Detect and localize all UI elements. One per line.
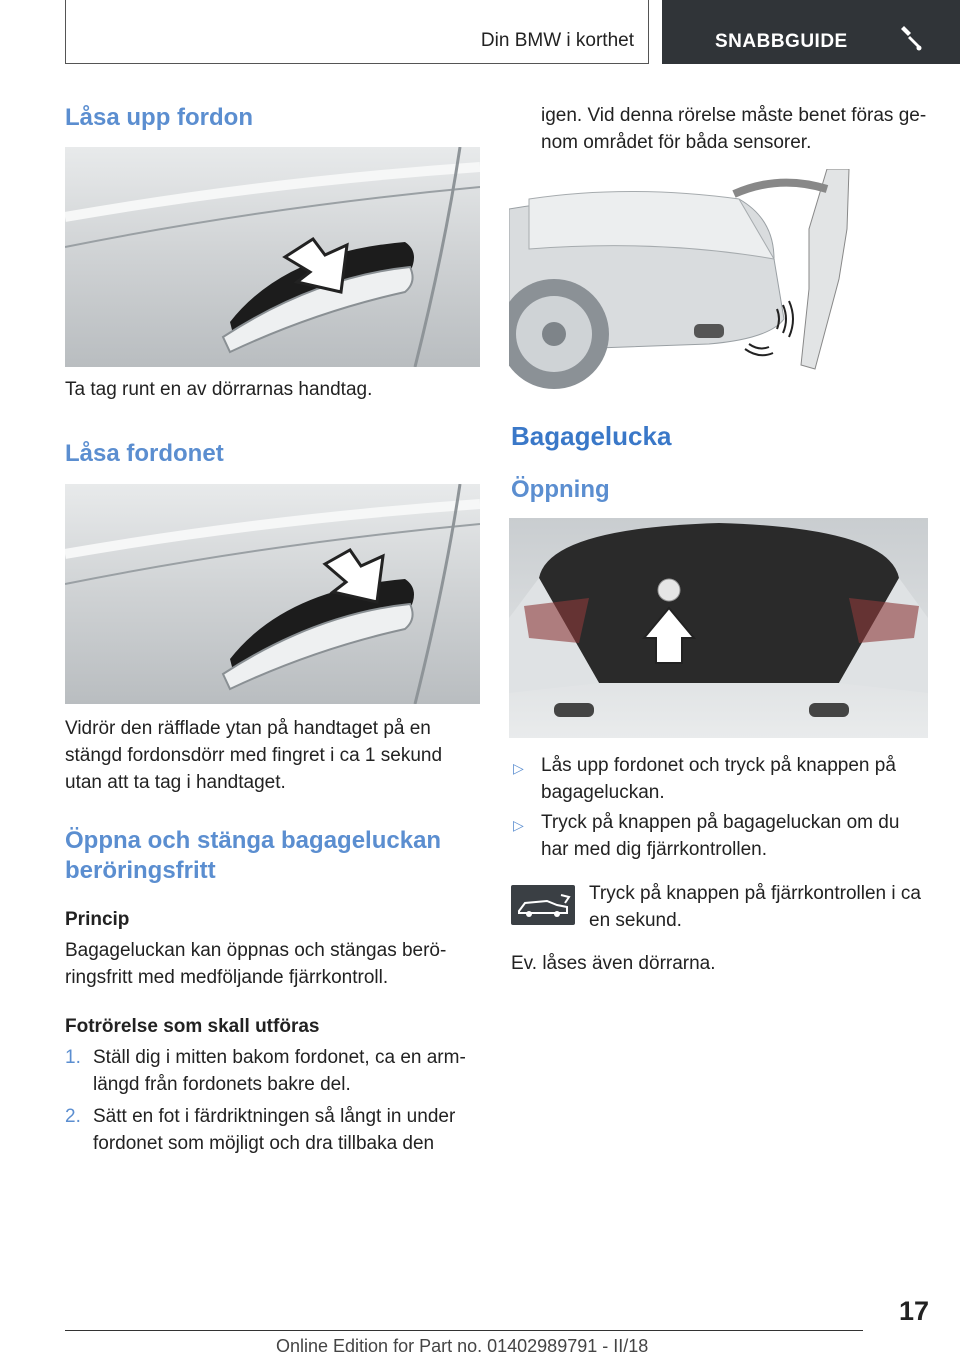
remote-text-line: en sekund. (589, 910, 682, 931)
continuation-text-line: igen. Vid denna rörelse måste benet föras ge- (541, 105, 927, 126)
remote-instruction (589, 880, 921, 934)
principle-text-line: Bagageluckan kan öppnas och stängas berö- (65, 940, 447, 961)
lock-text-line: Vidrör den räfflade ytan på handtaget på en (65, 718, 431, 739)
header-section-title: SNABBGUIDE (715, 31, 848, 52)
bullet-text-line: Lås upp fordonet och tryck på knappen på (541, 755, 896, 776)
bullet-text-line: bagageluckan. (541, 782, 665, 803)
bullet-text (541, 809, 899, 863)
door-handle-unlock-illustration (65, 147, 480, 367)
continuation-text (541, 102, 926, 156)
wrench-hammer-icon (898, 26, 922, 52)
page-number: 17 (898, 1296, 929, 1326)
section-title-opening: Öppning (511, 476, 610, 503)
doors-lock-note: Ev. låses även dörrarna. (511, 953, 716, 974)
bullet-marker: ▷ (513, 760, 524, 776)
bullet-text (541, 752, 896, 806)
step-text-line: Ställ dig i mitten bakom fordonet, ca en arm- (93, 1047, 466, 1068)
step-number: 2. (65, 1106, 81, 1127)
step-number: 1. (65, 1047, 81, 1068)
title-line: beröringsfritt (65, 857, 216, 884)
unlock-caption: Ta tag runt en av dörrarnas handtag. (65, 379, 373, 400)
header-chapter-box (65, 0, 649, 64)
bullet-marker: ▷ (513, 817, 524, 833)
principle-text (65, 937, 446, 991)
step-text (93, 1044, 466, 1098)
step-text (93, 1103, 455, 1157)
bullet-text-line: har med dig fjärrkontrollen. (541, 839, 767, 860)
header-section-tab[interactable] (662, 0, 960, 64)
footer-edition: Online Edition for Part no. 01402989791 - II/18 (276, 1336, 649, 1356)
step-text-line: Sätt en fot i färdriktningen så långt in under (93, 1106, 456, 1127)
principle-text-line: ringsfritt med medföljande fjärrkontroll. (65, 967, 389, 988)
lock-text-line: stängd fordonsdörr med fingret i ca 1 sekund (65, 745, 443, 766)
bullet-text-line: Tryck på knappen på bagageluckan om du (541, 812, 900, 833)
chapter-title-trunk: Bagagelucka (511, 421, 672, 451)
footer-divider (65, 1330, 863, 1331)
section-title-lock: Låsa fordonet (65, 440, 224, 467)
remote-text-line: Tryck på knappen på fjärrkontrollen i ca (589, 883, 921, 904)
lock-text-line: utan att ta tag i handtaget. (65, 772, 286, 793)
lock-instructions (65, 715, 442, 796)
step-text-line: längd från fordonets bakre del. (93, 1074, 351, 1095)
continuation-text-line: nom området för båda sensorer. (541, 132, 812, 153)
principle-heading: Princip (65, 909, 130, 930)
car-trunk-open-icon (511, 885, 575, 925)
step-text-line: fordonet som möjligt och dra tillbaka den (93, 1133, 435, 1154)
trunk-button-illustration (509, 518, 928, 738)
foot-sensor-illustration (509, 169, 863, 389)
section-title-touchless-trunk (65, 826, 441, 886)
door-handle-lock-illustration (65, 484, 480, 704)
header-chapter-title: Din BMW i korthet (480, 30, 634, 51)
title-line: Öppna och stänga bagageluckan (65, 827, 442, 854)
foot-movement-heading: Fotrörelse som skall utföras (65, 1016, 320, 1037)
section-title-unlock: Låsa upp fordon (65, 104, 253, 131)
